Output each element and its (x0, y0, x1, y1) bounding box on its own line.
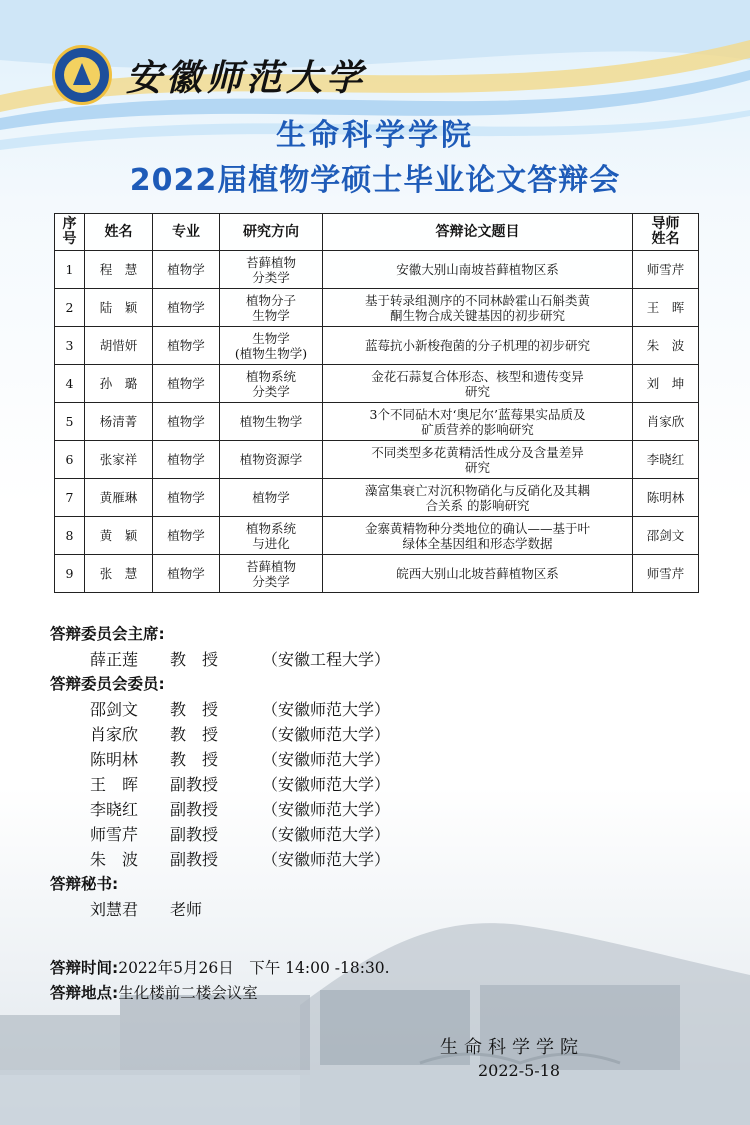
cell-topic: 金寨黄精物种分类地位的确认——基于叶 绿体全基因组和形态学数据 (323, 517, 633, 555)
member-title: 副教授 (170, 825, 219, 844)
defense-time (50, 956, 710, 981)
col-advisor-header: 导师姓名 (633, 214, 699, 251)
cell-advisor: 师雪芹 (633, 555, 699, 593)
committee-member (50, 822, 690, 847)
cell-no: 7 (55, 479, 85, 517)
member-org: （安徽师范大学） (262, 850, 391, 869)
member-org: （安徽师范大学） (262, 800, 391, 819)
cell-major: 植物学 (153, 289, 220, 327)
member-title: 老师 (170, 900, 203, 919)
member-name: 邵剑文 (90, 700, 139, 719)
time-label: 答辩时间: (50, 959, 119, 977)
cell-name: 黄雁琳 (85, 479, 153, 517)
member-title: 教 授 (170, 725, 219, 744)
member-title: 教 授 (170, 700, 219, 719)
committee-member (50, 722, 690, 747)
cell-major: 植物学 (153, 327, 220, 365)
committee-member (50, 697, 690, 722)
member-name: 朱 波 (90, 850, 139, 869)
secretary-label: 答辩秘书: (50, 875, 119, 893)
cell-name: 张家祥 (85, 441, 153, 479)
university-header (52, 40, 366, 110)
cell-advisor: 朱 波 (633, 327, 699, 365)
cell-topic: 皖西大别山北坡苔藓植物区系 (323, 555, 633, 593)
table-row (55, 251, 699, 289)
member-org: （安徽师范大学） (262, 750, 391, 769)
col-major-header: 专业 (153, 214, 220, 251)
cell-topic: 安徽大别山南坡苔藓植物区系 (323, 251, 633, 289)
col-no-header: 序号 (55, 214, 85, 251)
signature-date: 2022-5-18 (478, 1061, 561, 1080)
place-value: 生化楼前二楼会议室 (118, 984, 258, 1002)
cell-direction: 植物系统 分类学 (220, 365, 323, 403)
cell-advisor: 肖家欣 (633, 403, 699, 441)
cell-no: 6 (55, 441, 85, 479)
member-org: （安徽师范大学） (262, 775, 391, 794)
committee-member (50, 797, 690, 822)
cell-no: 2 (55, 289, 85, 327)
cell-topic: 金花石蒜复合体形态、核型和遗传变异 研究 (323, 365, 633, 403)
member-title: 副教授 (170, 775, 219, 794)
cell-major: 植物学 (153, 479, 220, 517)
university-name: 安徽师范大学 (126, 56, 367, 99)
cell-name: 杨清菁 (85, 403, 153, 441)
cell-direction: 生物学 (植物生物学) (220, 327, 323, 365)
member-title: 副教授 (170, 850, 219, 869)
committee-member (50, 847, 690, 872)
member-org: （安徽师范大学） (262, 825, 391, 844)
cell-direction: 植物生物学 (220, 403, 323, 441)
table-row (55, 327, 699, 365)
member-title: 教 授 (170, 750, 219, 769)
cell-major: 植物学 (153, 441, 220, 479)
cell-advisor: 刘 坤 (633, 365, 699, 403)
cell-topic: 不同类型多花黄精活性成分及含量差异 研究 (323, 441, 633, 479)
cell-no: 4 (55, 365, 85, 403)
cell-topic: 藻富集衰亡对沉积物硝化与反硝化及其耦 合关系 的影响研究 (323, 479, 633, 517)
table-row (55, 517, 699, 555)
place-label: 答辩地点: (50, 984, 119, 1002)
table-row (55, 365, 699, 403)
cell-name: 陆 颖 (85, 289, 153, 327)
cell-name: 程 慧 (85, 251, 153, 289)
member-name: 刘慧君 (90, 900, 139, 919)
cell-direction: 植物分子 生物学 (220, 289, 323, 327)
cell-major: 植物学 (153, 555, 220, 593)
cell-advisor: 师雪芹 (633, 251, 699, 289)
cell-major: 植物学 (153, 365, 220, 403)
cell-no: 5 (55, 403, 85, 441)
member-org: （安徽师范大学） (262, 700, 391, 719)
cell-no: 1 (55, 251, 85, 289)
college-title: 生命科学学院 (276, 118, 474, 153)
cell-name: 黄 颖 (85, 517, 153, 555)
time-value: 2022年5月26日 下午 14:00 -18:30. (118, 959, 390, 977)
cell-advisor: 李晓红 (633, 441, 699, 479)
cell-no: 9 (55, 555, 85, 593)
chair-label: 答辩委员会主席: (50, 625, 165, 643)
cell-name: 孙 璐 (85, 365, 153, 403)
cell-topic: 基于转录组测序的不同林龄霍山石斛类黄 酮生物合成关键基因的初步研究 (323, 289, 633, 327)
col-topic-header: 答辩论文题目 (323, 214, 633, 251)
defense-schedule-table (54, 213, 699, 593)
cell-direction: 苔藓植物 分类学 (220, 251, 323, 289)
event-title: 2022届植物学硕士毕业论文答辩会 (129, 163, 621, 198)
cell-advisor: 王 晖 (633, 289, 699, 327)
members-label: 答辩委员会委员: (50, 675, 165, 693)
defense-place (50, 981, 710, 1006)
table-row (55, 289, 699, 327)
member-org: （安徽师范大学） (262, 725, 391, 744)
secretary-entry (50, 897, 690, 922)
chair-entry (50, 647, 690, 672)
col-direction-header: 研究方向 (220, 214, 323, 251)
member-title: 教 授 (170, 650, 219, 669)
cell-topic: 蓝莓抗小新梭孢菌的分子机理的初步研究 (323, 327, 633, 365)
table-header-row (55, 214, 699, 251)
cell-major: 植物学 (153, 517, 220, 555)
committee-member (50, 747, 690, 772)
cell-direction: 植物资源学 (220, 441, 323, 479)
cell-direction: 植物学 (220, 479, 323, 517)
committee-member (50, 772, 690, 797)
cell-no: 3 (55, 327, 85, 365)
cell-advisor: 邵剑文 (633, 517, 699, 555)
member-name: 陈明林 (90, 750, 139, 769)
member-name: 肖家欣 (90, 725, 139, 744)
signature-org: 生命科学学院 (440, 1037, 584, 1058)
cell-major: 植物学 (153, 251, 220, 289)
committee-members-list (50, 697, 690, 872)
cell-direction: 苔藓植物 分类学 (220, 555, 323, 593)
cell-name: 胡惜妍 (85, 327, 153, 365)
cell-direction: 植物系统 与进化 (220, 517, 323, 555)
cell-topic: 3个不同砧木对‘奥尼尔’蓝莓果实品质及 矿质营养的影响研究 (323, 403, 633, 441)
cell-name: 张 慧 (85, 555, 153, 593)
member-title: 副教授 (170, 800, 219, 819)
table-row (55, 403, 699, 441)
table-row (55, 555, 699, 593)
member-name: 李晓红 (90, 800, 139, 819)
member-name: 王 晖 (90, 775, 139, 794)
cell-advisor: 陈明林 (633, 479, 699, 517)
cell-major: 植物学 (153, 403, 220, 441)
member-name: 薛正莲 (90, 650, 139, 669)
member-name: 师雪芹 (90, 825, 139, 844)
university-seal-icon (52, 45, 112, 105)
table-row (55, 441, 699, 479)
member-org: （安徽工程大学） (262, 650, 391, 669)
committee-section (50, 622, 690, 922)
table-row (55, 479, 699, 517)
col-name-header: 姓名 (85, 214, 153, 251)
cell-no: 8 (55, 517, 85, 555)
defense-info (50, 956, 710, 1006)
